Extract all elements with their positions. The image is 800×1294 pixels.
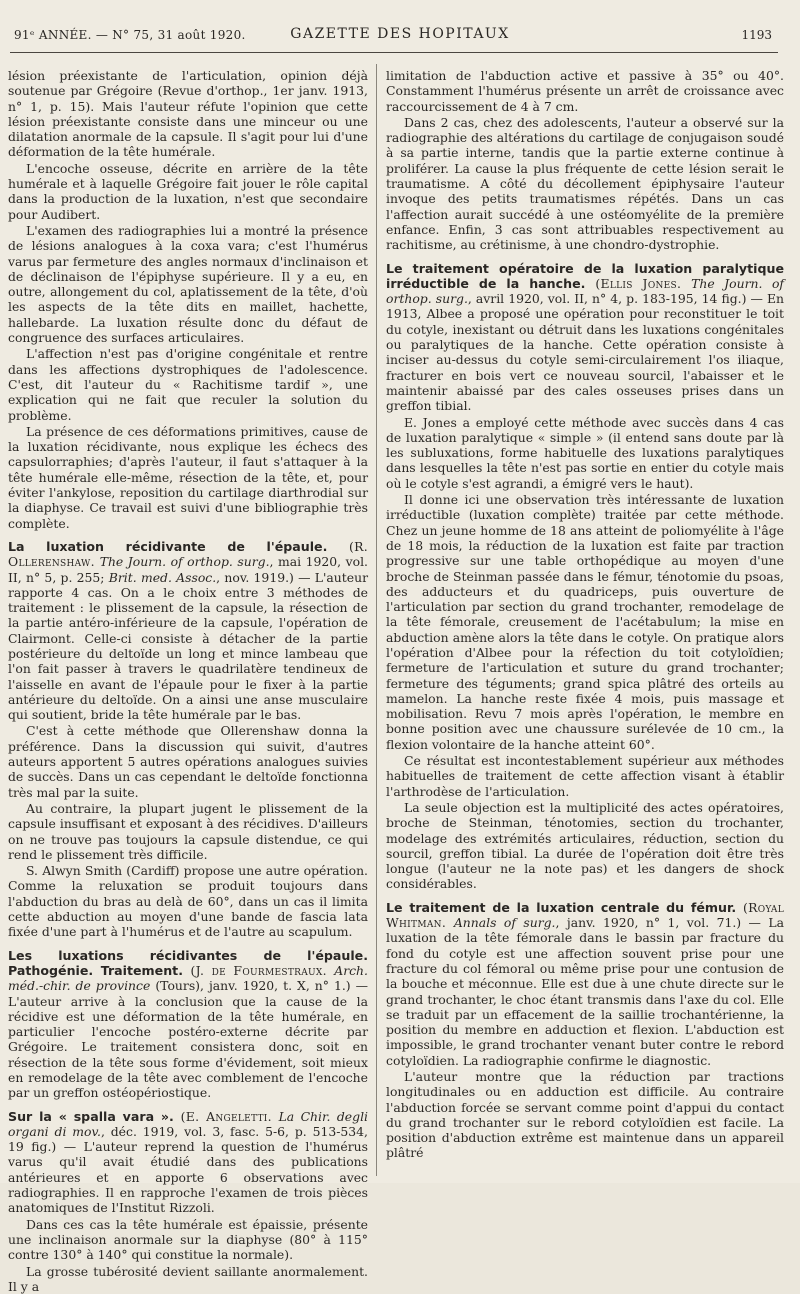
article-text: , nov. 1919.) — L'auteur rapporte 4 cas. On a le choix entre 3 méthodes de traitement : le plissement de la capsule, la résection de la partie antéro-inférieure de la capsule, l'opération de Clairmont. Celle-ci consiste à détacher de la partie postérieure du deltoïde un long et mince lambeau que l'on fait passer à travers le quadrilatère tendineux de l'aisselle en avant de l'épaule pour le fixer à la partie antérieure du deltoïde. On a ainsi une anse musculaire qui soutient, bride la tête humérale par le bas. [8,569,368,723]
paragraph: Au contraire, la plupart jugent le plissement de la capsule insuffisant et exposant à des récidives. D'ailleurs on ne trouve pas toujours la capsule distendue, ce qui rend le plissement très difficile. [8,800,368,862]
issue-line: 91ᵉ ANNÉE. — N° 75, 31 août 1920. [14,28,246,42]
header-rule [10,52,778,53]
paragraph: L'examen des radiographies lui a montré la présence de lésions analogues à la coxa vara; c'est l'humérus varus par fermeture des angles normaux d'inclinaison et de déclinaison de l'épiphyse supérieure. Il y a eu, en outre, allongement du col, aplatissement de la tête, d'où les aspects de la tête dits en maillet, hachette, hallebarde. La luxation résulte donc du défaut de congruence des surfaces articulaires. [8,222,368,346]
article-heading: Sur la « spalla vara ». [8,1108,181,1124]
article-heading: Le traitement opératoire de la luxation paralytique irréductible de la hanche. [386,260,784,291]
article-angeletti [8,1109,368,1216]
journal-name: Brit. med. Assoc. [108,569,217,585]
paragraph: Dans 2 cas, chez des adolescents, l'auteur a observé sur la radiographie des altérations du cartilage de conjugaison soudé à sa partie interne, tandis que la partie externe continue à proliférer. La cause la plus fréquente de cette lésion serait le traumatisme. A côté du décollement épiphysaire l'auteur invoque des petits traumatismes répétés. Dans un cas l'affection aurait succédé à une ostéomyélite de la première enfance. Enfin, 3 cas sont attribuables respectivement au rachitisme, au crétinisme, à une chondro-dystrophie. [386,114,784,253]
journal-name: The Journ. of orthop. surg. [386,275,784,307]
journal-name: The Journ. of orthop. surg. [99,554,270,570]
paragraph: L'auteur montre que la réduction par tractions longitudinales ou en adduction est difficile. Au contraire l'abduction forcée se servant comme point d'appui du contact du grand trochanter sur le rebord cotyloïdien est facile. La position d'abduction extrême est maintenue dans un appareil plâtré [386,1069,784,1161]
paragraph: Dans ces cas la tête humérale est épaissie, présente une inclinaison anormale sur la diaphyse (80° à 115° contre 130° à 140° qui constitue la normale). [8,1216,368,1263]
article-heading: Les luxations récidivantes de l'épaule. Pathogénie. Traitement. [8,947,368,978]
article-author: (Ellis Jones. [595,275,692,291]
article-ollerenshaw [8,539,368,723]
page-header [0,0,800,60]
article-ellis-jones [386,261,784,414]
paragraph: lésion préexistante de l'articulation, opinion déjà soutenue par Grégoire (Revue d'orthop., 1er janv. 1913, n° 1, p. 15). Mais l'auteur réfute l'opinion que cette lésion préexistante consiste dans une minceur ou une dilatation anormale de la capsule. Il s'agit pour lui d'une déformation de la tête humérale. [8,68,368,160]
publication-title: GAZETTE DES HOPITAUX [290,26,510,42]
article-author: (Royal Whitman. [386,899,784,931]
article-author: (E. Angeletti. [180,1108,279,1124]
paragraph: L'encoche osseuse, décrite en arrière de la tête humérale et à laquelle Grégoire fait jouer le rôle capital dans la production de la luxation, n'est que secondaire pour Audibert. [8,160,368,222]
right-column [386,68,784,1176]
paragraph: S. Alwyn Smith (Cardiff) propose une autre opération. Comme la reluxation se produit toujours dans l'abduction du bras au delà de 60°, dans un cas il limita cette abduction au moyen d'une bande de fascia lata fixée d'une part à l'humérus et de l'autre au scapulum. [8,863,368,940]
article-fourmestraux [8,948,368,1101]
paragraph: limitation de l'abduction active et passive à 35° ou 40°. Constamment l'humérus présente un arrêt de croissance avec raccourcissement de 4 à 7 cm. [386,68,784,114]
journal-name: Annals of surg. [453,915,556,931]
paragraph: E. Jones a employé cette méthode avec succès dans 4 cas de luxation paralytique « simple » (il entend sans doute par là les subluxations, forme habituelle des luxations paralytiques dans lesquelles la tête n'est pas sortie en entier du cotyle mais où le cotyle s'est agrandi, a émigré vers le haut). [386,414,784,491]
article-author: (J. de Fourmestraux. [190,962,335,978]
left-column [8,68,369,1294]
page-number: 1193 [741,28,772,42]
article-text: (Tours), janv. 1920, t. X, n° 1.) — L'auteur arrive à la conclusion que la cause de la récidive est une déformation de la tête humérale, en particulier l'encoche postéro-externe décrite par Grégoire. Le traitement consistera donc, soit en résection de la tête sous forme d'évidement, soit mieux en remodelage de la tête avec comblement de l'encoche par un greffon ostéopériostique. [8,978,369,1101]
paragraph: Il donne ici une observation très intéressante de luxation irréductible (luxation complète) traitée par cette méthode. Chez un jeune homme de 18 ans atteint de poliomyélite à l'âge de 18 mois, la réduction de la luxation est faite par traction progressive sur une table orthopédique au moyen d'une broche de Steinman passée dans le fémur, ténotomie du psoas, des adducteurs et du quadriceps, puis ouverture de l'articulation par section du grand trochanter, remodelage de la tête fémorale, creusement de l'acétabulum; la mise en abduction amène alors la tête dans le cotyle. On pratique alors l'opération d'Albee pour la réfection du toit cotyloïdien; fermeture de l'articulation et suture du grand trochanter; fermeture des téguments; grand spica plâtré des orteils au mamelon. La hanche reste fixée 4 mois, puis massage et mobilisation. Revu 7 mois après l'opération, le membre en bonne position avec une chaussure surélevée de 10 cm., la flexion volontaire de la hanche atteint 60°. [386,492,784,752]
article-text: , janv. 1920, n° 1, vol. 71.) — La luxation de la tête fémorale dans le bassin par fracture du fond du cotyle est une affection souvent prise pour une fracture du col fémoral ou même prise pour une contusion de la bouche et méconnue. Elle est due à une chute directe sur le grand trochanter, le choc étant transmis dans l'axe du col. Elle se traduit par un effacement de la saillie trochantérienne, la position du membre en adduction et flexion. L'abduction est impossible, le grand trochanter venant buter contre le rebord cotyloïdien. La radiographie confirme le diagnostic. [386,915,784,1068]
reference: , mai 1920, vol. II, n° 5, p. 255; [8,554,368,585]
article-whitman [386,900,784,1068]
paragraph: La présence de ces déformations primitives, cause de la luxation récidivante, nous explique les échecs des capsulorraphies; d'après l'auteur, il faut s'attaquer à la tête humérale elle-même, résection de la tête, et, pour éviter l'ankylose, reposition du cartilage diarthrodial sur la diaphyse. Ce travail est suivi d'une bibliographie très complète. [8,423,368,531]
article-heading: La luxation récidivante de l'épaule. [8,538,349,554]
paragraph: Ce résultat est incontestablement supérieur aux méthodes habituelles de traitement de cette affection visant à établir l'arthrodèse de l'articulation. [386,753,784,799]
paragraph: La grosse tubérosité devient saillante anormalement. Il y a [8,1263,368,1294]
paragraph: La seule objection est la multiplicité des actes opératoires, broche de Steinman, ténotomies, section du trochanter, modelage des extrémités articulaires, réduction, section du sourcil, greffon tibial. La durée de l'opération doit être très longue (l'auteur ne la note pas) et les dangers de shock considérables. [386,799,784,892]
journal-name: La Chir. degli organi di mov. [8,1108,368,1139]
column-divider [376,64,377,1176]
article-author: (R. Ollerenshaw. [8,538,368,570]
paragraph: C'est à cette méthode que Ollerenshaw donna la préférence. Dans la discussion qui suivit, d'autres auteurs apportent 5 autres opérations analogues suivies de succès. Dans un cas cependant le deltoïde fonctionna très mal par la suite. [8,723,368,800]
paragraph: L'affection n'est pas d'origine congénitale et rentre dans les affections dystrophiques de l'adolescence. C'est, dit l'auteur du « Rachitisme tardif », une explication qui ne fait que reculer la solution du problème. [8,346,368,423]
article-heading: Le traitement de la luxation centrale du fémur. [386,899,743,915]
article-text: , avril 1920, vol. II, n° 4, p. 183-195, 14 fig.) — En 1913, Albee a proposé une opération pour reconstituer le toit du cotyle, inexistant ou détruit dans les luxations congénitales ou paralytiques de la hanche. Cette opération consiste à inciser au-dessus du cotyle semi-circulairement l'os iliaque, fracturer en bois vert ce nouveau sourcil, l'abaisser et le maintenir abaissé par des cales osseuses prises dans un greffon tibial. [386,291,784,414]
journal-name: Arch. méd.-chir. de province [8,962,368,994]
article-text: , déc. 1919, vol. 3, fasc. 5-6, p. 513-534, 19 fig.) — L'auteur reprend la question de l'humérus varus qu'il avait étudié dans des publications antérieures et en apporte 6 observations avec radiographies. Il en rapproche l'examen de trois pièces anatomiques de l'Institut Rizzoli. [8,1123,368,1216]
